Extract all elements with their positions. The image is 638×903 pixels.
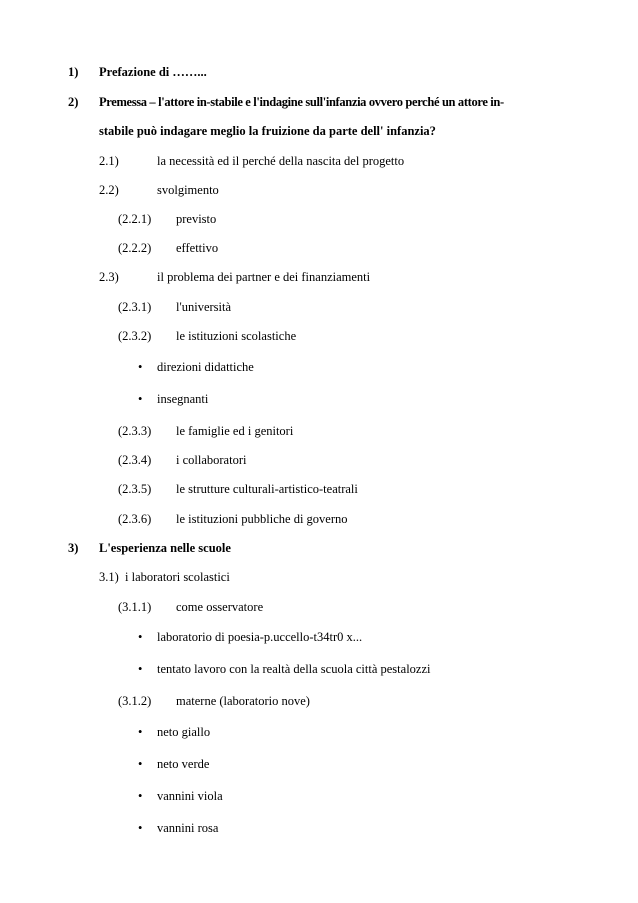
item-number: (3.1.1) [118, 600, 152, 614]
item-title: l'università [176, 300, 232, 314]
item-title: materne (laboratorio nove) [176, 694, 310, 708]
subsection-number: 2.3) [99, 270, 119, 284]
subsection-title: i laboratori scolastici [125, 570, 230, 584]
item-number: (2.3.3) [118, 424, 152, 438]
bullet-text: neto giallo [157, 725, 211, 739]
bullet-point: • [138, 725, 143, 739]
bullet-point: • [138, 821, 143, 835]
item-title: previsto [176, 212, 217, 226]
section-title: Prefazione di ……... [99, 65, 207, 79]
item-number: (2.3.5) [118, 482, 152, 496]
bullet-point: • [138, 392, 143, 406]
item-number: (2.3.2) [118, 329, 152, 343]
bullet-text: insegnanti [157, 392, 209, 406]
item-title: le istituzioni pubbliche di governo [176, 512, 348, 526]
bullet-text: vannini viola [157, 789, 223, 803]
bullet-text: laboratorio di poesia-p.uccello-t34tr0 x... [157, 630, 363, 644]
subsection-title: il problema dei partner e dei finanziamenti [157, 270, 371, 284]
item-title: le famiglie ed i genitori [176, 424, 294, 438]
subsection-number: 2.1) [99, 154, 119, 168]
subsection-title: svolgimento [157, 183, 219, 197]
bullet-point: • [138, 662, 143, 676]
section-number: 2) [68, 95, 79, 109]
item-title: le istituzioni scolastiche [176, 329, 297, 343]
section-number: 1) [68, 65, 79, 79]
subsection-number: 2.2) [99, 183, 119, 197]
section-title-line-2: stabile può indagare meglio la fruizione da parte dell' infanzia? [99, 124, 436, 138]
item-title: le strutture culturali-artistico-teatrali [176, 482, 358, 496]
item-title: come osservatore [176, 600, 264, 614]
bullet-text: tentato lavoro con la realtà della scuola città pestalozzi [157, 662, 431, 676]
item-number: (2.3.4) [118, 453, 152, 467]
bullet-text: neto verde [157, 757, 210, 771]
item-number: (2.2.2) [118, 241, 152, 255]
section-title-line-1: Premessa – l'attore in-stabile e l'indagine sull'infanzia ovvero perché un attore in- [99, 95, 504, 109]
item-number: (2.2.1) [118, 212, 152, 226]
section-title: L'esperienza nelle scuole [99, 541, 231, 555]
item-number: (2.3.1) [118, 300, 152, 314]
item-title: effettivo [176, 241, 219, 255]
section-number: 3) [68, 541, 79, 555]
subsection-title: la necessità ed il perché della nascita del progetto [157, 154, 405, 168]
bullet-point: • [138, 789, 143, 803]
bullet-point: • [138, 630, 143, 644]
bullet-text: direzioni didattiche [157, 360, 254, 374]
bullet-point: • [138, 360, 143, 374]
bullet-text: vannini rosa [157, 821, 219, 835]
subsection-number: 3.1) [99, 570, 119, 584]
item-number: (2.3.6) [118, 512, 152, 526]
item-number: (3.1.2) [118, 694, 152, 708]
item-title: i collaboratori [176, 453, 247, 467]
bullet-point: • [138, 757, 143, 771]
